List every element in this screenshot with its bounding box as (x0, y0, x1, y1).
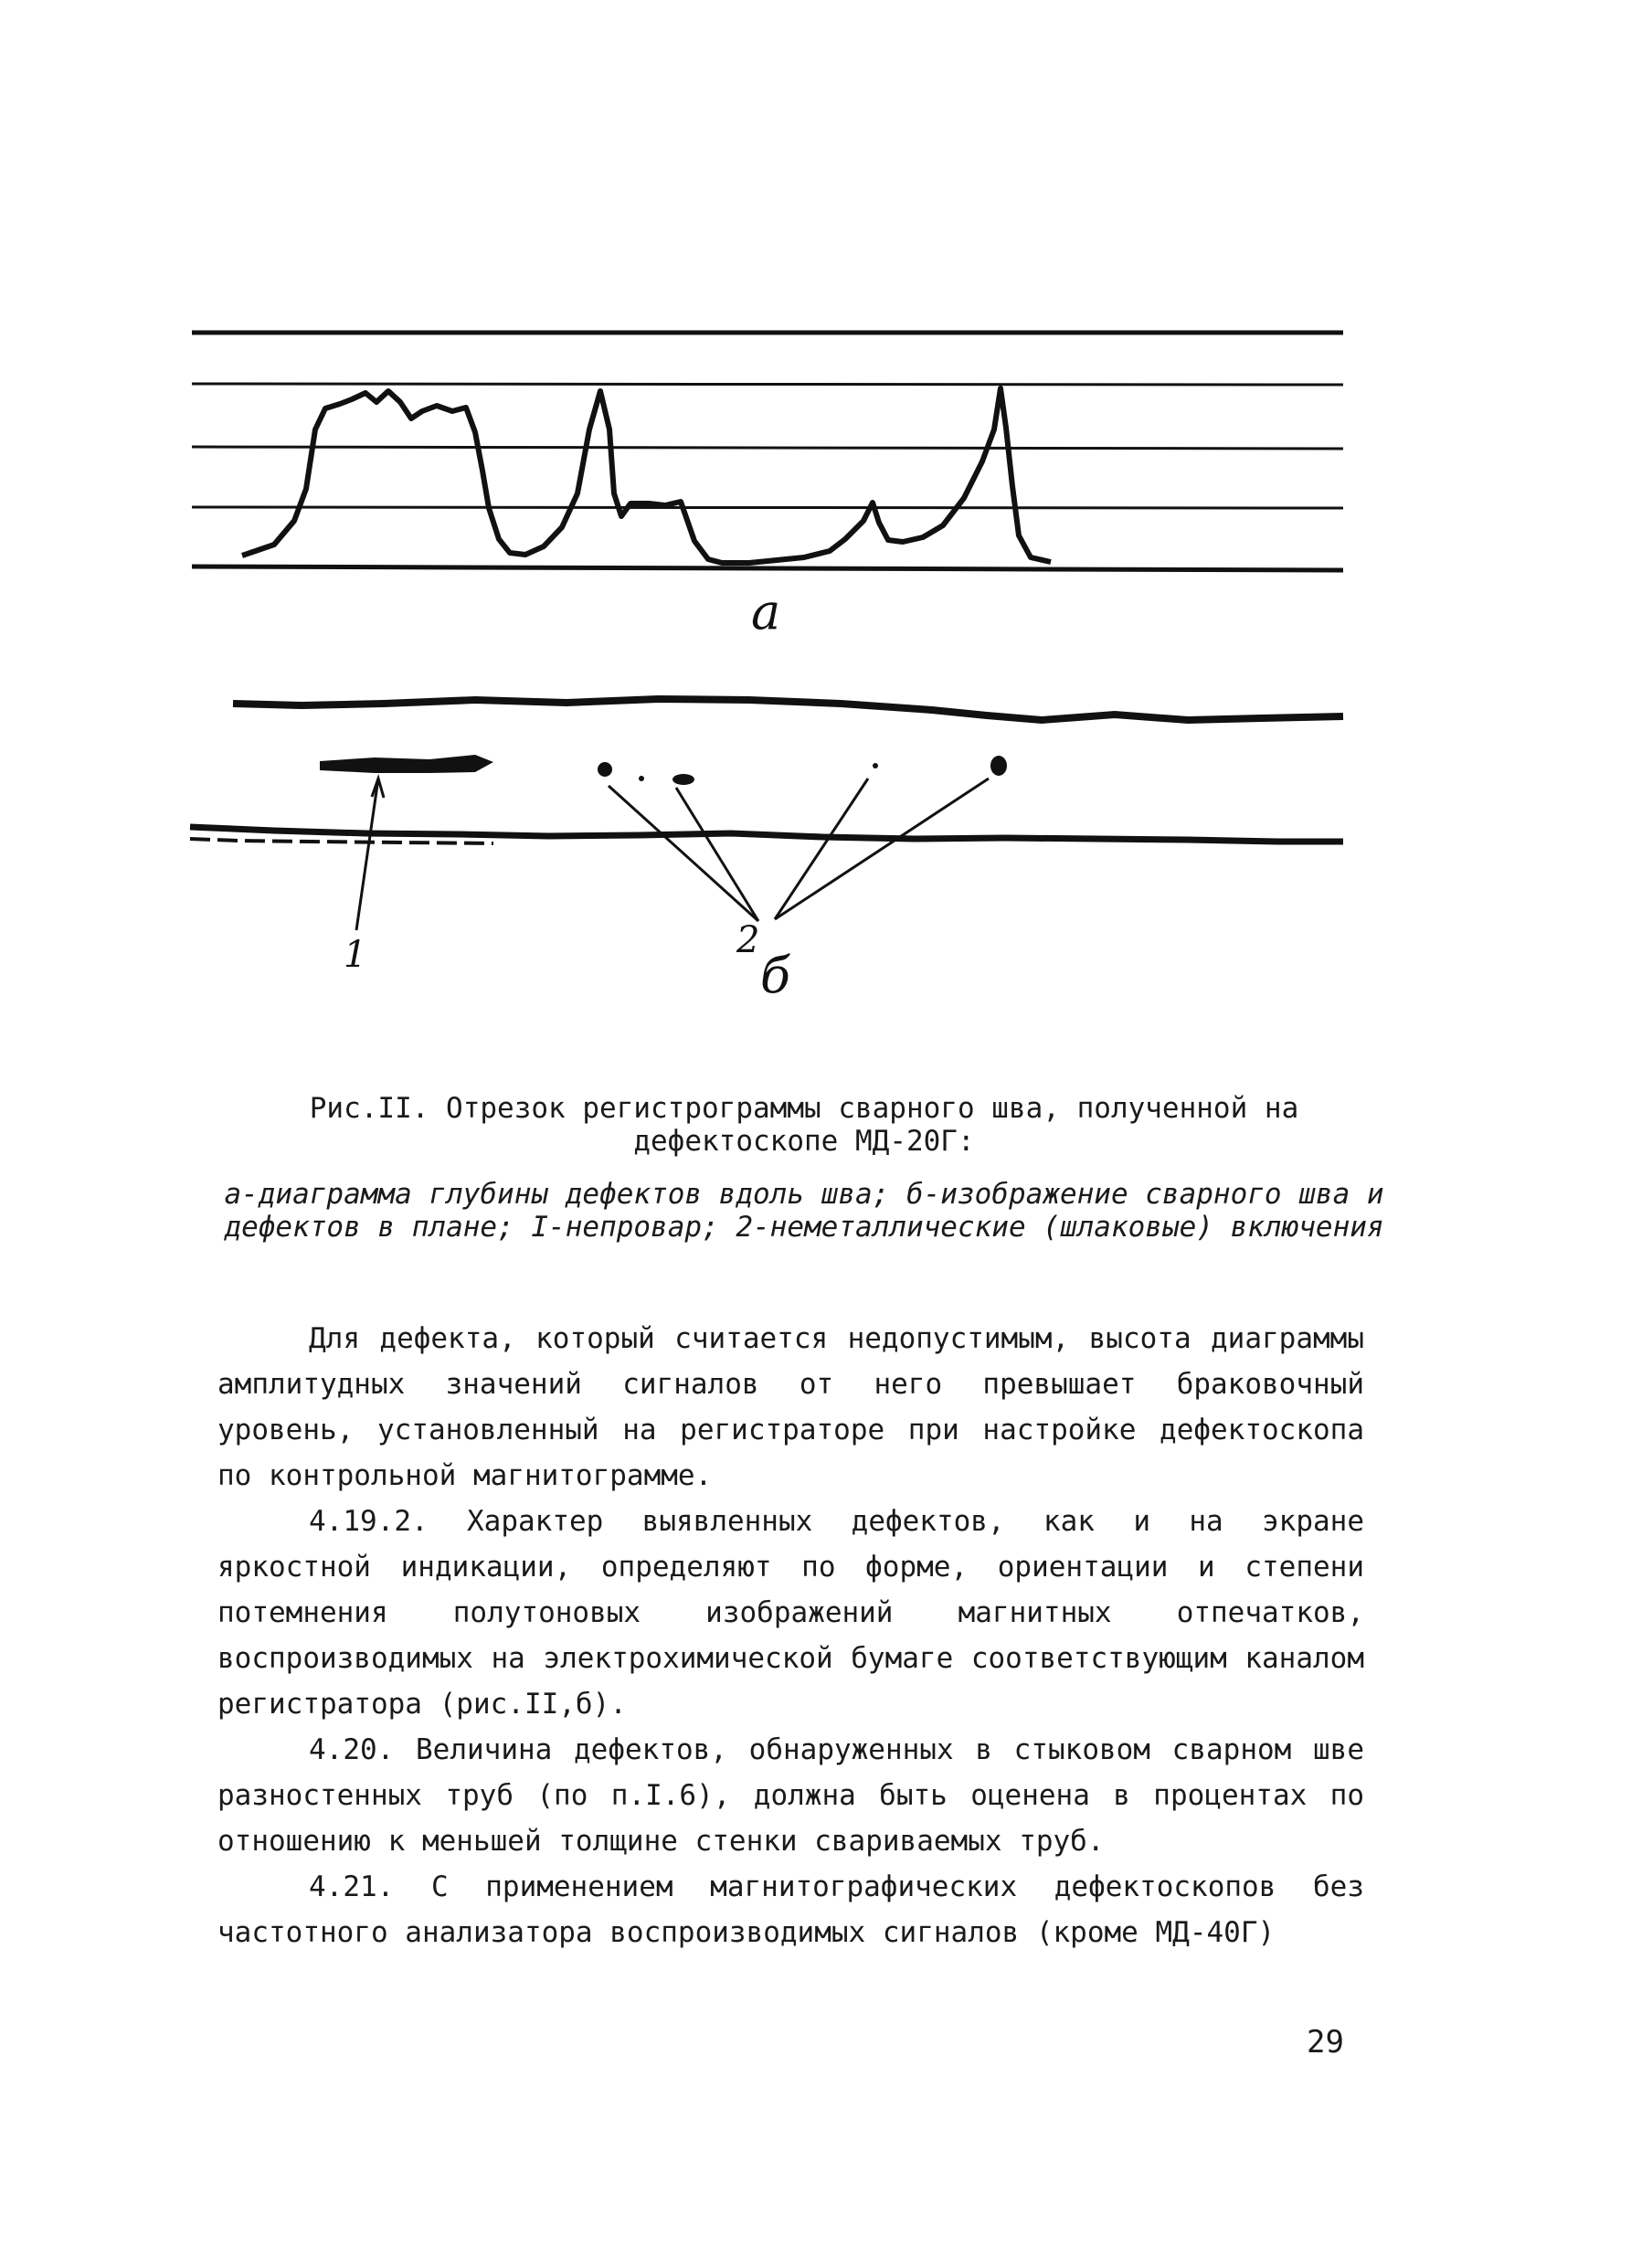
weld-lower-edge-shade (190, 839, 493, 843)
label-1: 1 (344, 934, 367, 976)
reference-line (192, 447, 1343, 449)
body-text (217, 1316, 1364, 1955)
defect-inclusion (672, 774, 694, 785)
leader-line (676, 788, 758, 921)
leader-line (775, 779, 989, 919)
registrogram-drawing (0, 0, 1652, 1078)
caption-legend: а-диаграмма глубины дефектов вдоль шва; б-изображение сварного шва и дефектов в плане; I-непровар; 2-неметаллические (шлаковые) включения (224, 1178, 1384, 1244)
defect-depth-curve (242, 388, 1051, 563)
paragraph: Для дефекта, который считается недопустимым, высота диаграммы амплитудных значений сигналов от него превышает браковочный уровень, установленный на регистраторе при настройке дефектоскопа по контрольной магнитограмме. (217, 1322, 1364, 1492)
paragraph: 4.21. С применением магнитографических дефектоскопов без частотного анализатора воспроизводимых сигналов (кроме МД-40Г) (217, 1870, 1364, 1949)
defect-inclusion (873, 763, 878, 768)
diagram-a (192, 333, 1343, 570)
defect-lack-of-fusion (320, 755, 493, 773)
label-a: а (751, 583, 781, 641)
caption-title: Рис.II. Отрезок регистрограммы сварного шва, полученной на дефектоскопе МД-20Г: (309, 1092, 1299, 1158)
defect-inclusion (990, 756, 1007, 776)
figure-caption (210, 1092, 1398, 1272)
weld-upper-edge (233, 699, 1343, 720)
reference-line (192, 384, 1343, 385)
diagram-b (190, 699, 1343, 843)
paragraph: 4.19.2. Характер выявленных дефектов, как и на экране яркостной индикации, определяют по форме, ориентации и степени потемнения полутоновых изображений магнитных отпечатков, воспроизводимых на электрохимической бумаге соответствующим каналом регистратора (рис.II,б). (217, 1505, 1364, 1721)
leader-line (775, 779, 868, 919)
paragraph: 4.20. Величина дефектов, обнаруженных в стыковом сварном шве разностенных труб (по п.I.6), должна быть оценена в процентах по отношению к меньшей толщине стенки свариваемых труб. (217, 1733, 1364, 1858)
defect-inclusion (639, 776, 644, 781)
baseline-line (192, 567, 1343, 570)
leader-lines (356, 779, 989, 930)
figure-registrogram (0, 0, 1652, 1078)
page-number: 29 (1307, 2024, 1344, 2061)
weld-lower-edge (190, 827, 1343, 842)
label-b: б (760, 947, 790, 1004)
leader-line (609, 786, 758, 921)
defect-inclusion (598, 762, 612, 777)
label-2: 2 (736, 919, 760, 961)
reference-line (192, 507, 1343, 508)
leader-line (356, 779, 378, 930)
